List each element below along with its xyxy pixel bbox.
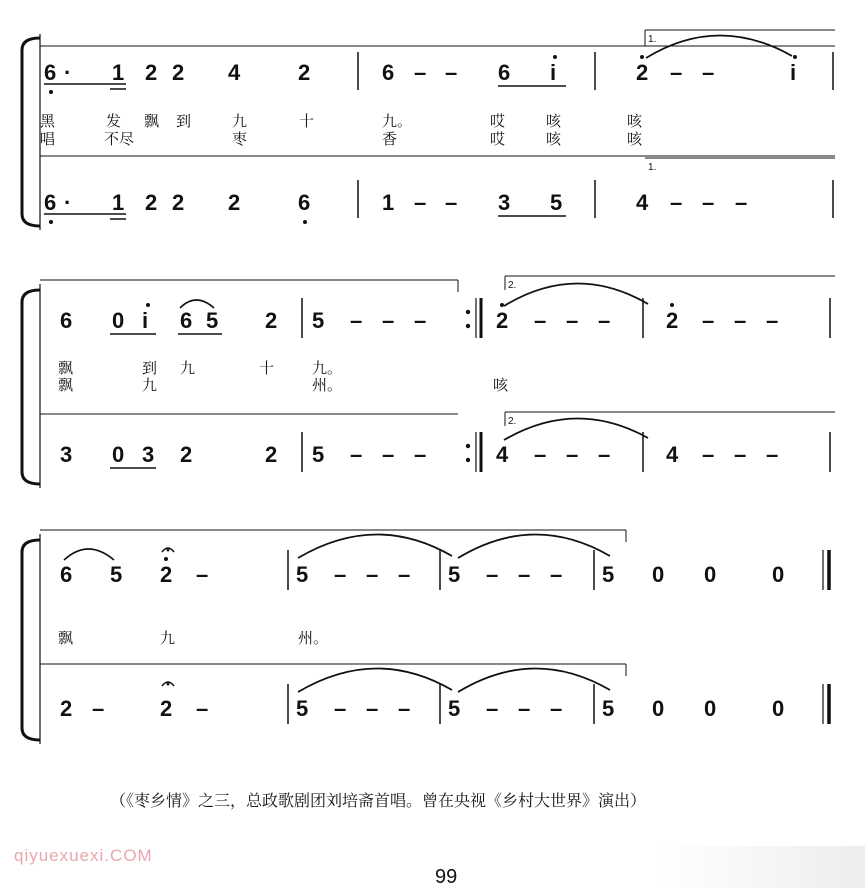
note: 2 — [172, 60, 185, 85]
svg-text:0: 0 — [652, 562, 665, 587]
svg-text:i: i — [142, 308, 149, 333]
svg-text:4: 4 — [666, 442, 679, 467]
svg-text:发: 发 — [106, 112, 122, 130]
svg-text:九: 九 — [180, 359, 196, 377]
svg-text:5: 5 — [312, 442, 325, 467]
system-brace — [22, 540, 40, 740]
svg-text:–: – — [486, 696, 499, 721]
svg-text:九。: 九。 — [312, 359, 343, 377]
svg-text:4: 4 — [636, 190, 649, 215]
svg-text:0: 0 — [704, 562, 717, 587]
dash: – — [702, 60, 715, 85]
svg-text:2: 2 — [60, 696, 73, 721]
svg-text:–: – — [414, 190, 427, 215]
svg-text:0: 0 — [652, 696, 665, 721]
svg-text:–: – — [566, 308, 579, 333]
svg-text:–: – — [702, 308, 715, 333]
svg-text:–: – — [196, 696, 209, 721]
svg-text:3: 3 — [498, 190, 511, 215]
svg-text:到: 到 — [176, 112, 192, 130]
svg-text:6: 6 — [44, 190, 57, 215]
svg-text:5: 5 — [296, 696, 309, 721]
svg-text:–: – — [534, 442, 547, 467]
svg-text:2: 2 — [265, 308, 278, 333]
svg-text:–: – — [702, 442, 715, 467]
system-brace — [22, 38, 40, 226]
svg-text:–: – — [350, 308, 363, 333]
lyrics-system-1 — [40, 112, 643, 148]
svg-text:枣: 枣 — [232, 130, 248, 148]
svg-text:–: – — [518, 562, 531, 587]
svg-text:–: – — [398, 562, 411, 587]
svg-text:5: 5 — [602, 562, 615, 587]
note: 4 — [228, 60, 241, 85]
svg-text:2: 2 — [160, 696, 173, 721]
svg-text:咳: 咳 — [627, 130, 643, 148]
svg-text:–: – — [366, 562, 379, 587]
svg-text:–: – — [735, 190, 748, 215]
svg-text:–: – — [670, 190, 683, 215]
svg-text:飘: 飘 — [58, 359, 74, 377]
svg-text:–: – — [598, 442, 611, 467]
svg-text:–: – — [414, 442, 427, 467]
svg-text:5: 5 — [550, 190, 563, 215]
page-number: 99 — [435, 866, 458, 888]
svg-text:–: – — [382, 308, 395, 333]
svg-text:2: 2 — [180, 442, 193, 467]
svg-text:0: 0 — [112, 442, 125, 467]
svg-text:–: – — [414, 308, 427, 333]
svg-text:–: – — [334, 696, 347, 721]
system-brace — [22, 290, 40, 484]
svg-text:香: 香 — [382, 130, 398, 148]
svg-text:不尽: 不尽 — [104, 130, 135, 148]
svg-text:6: 6 — [298, 190, 311, 215]
note: 1 — [112, 60, 125, 85]
lyrics-system-3 — [58, 629, 328, 647]
svg-text:3: 3 — [60, 442, 73, 467]
svg-text:州。: 州。 — [312, 376, 343, 394]
note: 6 — [44, 60, 57, 85]
svg-text:–: – — [734, 442, 747, 467]
score-caption: （《枣乡情》之三，总政歌剧团刘培斋首唱。曾在央视《乡村大世界》演出） — [110, 791, 647, 810]
svg-text:0: 0 — [772, 562, 785, 587]
svg-text:十: 十 — [299, 112, 315, 130]
svg-text:到: 到 — [142, 359, 158, 377]
svg-text:–: – — [550, 696, 563, 721]
svg-text:哎: 哎 — [490, 130, 506, 148]
svg-text:咳: 咳 — [493, 376, 509, 394]
svg-text:–: – — [702, 190, 715, 215]
svg-text:–: – — [445, 190, 458, 215]
svg-text:5: 5 — [448, 696, 461, 721]
note: 2 — [298, 60, 311, 85]
svg-text:2: 2 — [145, 190, 158, 215]
note: 6 — [382, 60, 395, 85]
svg-text:咳: 咳 — [627, 112, 643, 130]
svg-text:–: – — [534, 308, 547, 333]
svg-text:6: 6 — [60, 562, 73, 587]
svg-text:3: 3 — [142, 442, 155, 467]
svg-text:飘: 飘 — [58, 629, 74, 647]
note: i — [550, 60, 557, 85]
svg-text:九: 九 — [142, 376, 158, 394]
voice-upper — [60, 283, 830, 338]
svg-text:–: – — [334, 562, 347, 587]
note: i — [790, 60, 797, 85]
svg-text:–: – — [196, 562, 209, 587]
svg-text:1: 1 — [112, 190, 125, 215]
svg-text:咳: 咳 — [546, 112, 562, 130]
note: 2 — [145, 60, 158, 85]
svg-text:2: 2 — [666, 308, 679, 333]
svg-text:–: – — [598, 308, 611, 333]
svg-text:–: – — [398, 696, 411, 721]
svg-text:黑: 黑 — [40, 112, 56, 130]
svg-text:–: – — [734, 308, 747, 333]
svg-text:–: – — [566, 442, 579, 467]
svg-text:5: 5 — [110, 562, 123, 587]
svg-text:–: – — [766, 308, 779, 333]
svg-text:0: 0 — [704, 696, 717, 721]
voice-lower — [60, 668, 829, 724]
svg-text:九。: 九。 — [382, 112, 413, 130]
note: 6 — [498, 60, 511, 85]
svg-text:飘: 飘 — [144, 112, 160, 130]
svg-text:–: – — [486, 562, 499, 587]
voice-upper — [44, 35, 833, 94]
svg-text:九: 九 — [160, 629, 176, 647]
site-watermark: qiyuexuexi.COM — [14, 846, 153, 865]
svg-text:5: 5 — [448, 562, 461, 587]
svg-text:0: 0 — [772, 696, 785, 721]
svg-text:2: 2 — [228, 190, 241, 215]
svg-text:十: 十 — [259, 359, 275, 377]
svg-text:九: 九 — [232, 112, 248, 130]
note-dot: · — [64, 60, 72, 85]
lyrics-system-2 — [58, 359, 509, 394]
svg-text:5: 5 — [206, 308, 219, 333]
svg-text:哎: 哎 — [490, 112, 506, 130]
note: 2 — [636, 60, 649, 85]
svg-text:2: 2 — [160, 562, 173, 587]
svg-text:州。: 州。 — [298, 629, 329, 647]
voice-upper — [60, 534, 829, 590]
svg-text:5: 5 — [312, 308, 325, 333]
dash: – — [670, 60, 683, 85]
svg-text:–: – — [550, 562, 563, 587]
svg-text:0: 0 — [112, 308, 125, 333]
svg-text:–: – — [766, 442, 779, 467]
svg-text:6: 6 — [60, 308, 73, 333]
svg-text:·: · — [64, 190, 72, 215]
svg-text:1: 1 — [382, 190, 395, 215]
system-3 — [22, 530, 829, 744]
voice-lower — [44, 180, 833, 224]
svg-text:–: – — [366, 696, 379, 721]
svg-text:2: 2 — [265, 442, 278, 467]
svg-text:–: – — [350, 442, 363, 467]
svg-text:唱: 唱 — [40, 130, 56, 148]
dash: – — [445, 60, 458, 85]
volta-1-label: 1. — [648, 34, 657, 45]
tie — [646, 35, 792, 58]
svg-text:–: – — [382, 442, 395, 467]
svg-text:5: 5 — [296, 562, 309, 587]
volta-1-label-lower: 1. — [648, 162, 657, 173]
svg-text:咳: 咳 — [546, 130, 562, 148]
svg-text:6: 6 — [180, 308, 193, 333]
svg-text:2: 2 — [496, 308, 509, 333]
system-1 — [22, 30, 835, 230]
svg-text:5: 5 — [602, 696, 615, 721]
dash: – — [414, 60, 427, 85]
svg-text:4: 4 — [496, 442, 509, 467]
volta-2-label: 2. — [508, 280, 517, 291]
svg-text:–: – — [518, 696, 531, 721]
svg-text:2: 2 — [172, 190, 185, 215]
system-2 — [22, 276, 835, 488]
page-corner-shade — [658, 846, 865, 888]
voice-lower — [60, 418, 830, 472]
svg-text:飘: 飘 — [58, 376, 74, 394]
volta-2-label-lower: 2. — [508, 416, 517, 427]
svg-text:–: – — [92, 696, 105, 721]
